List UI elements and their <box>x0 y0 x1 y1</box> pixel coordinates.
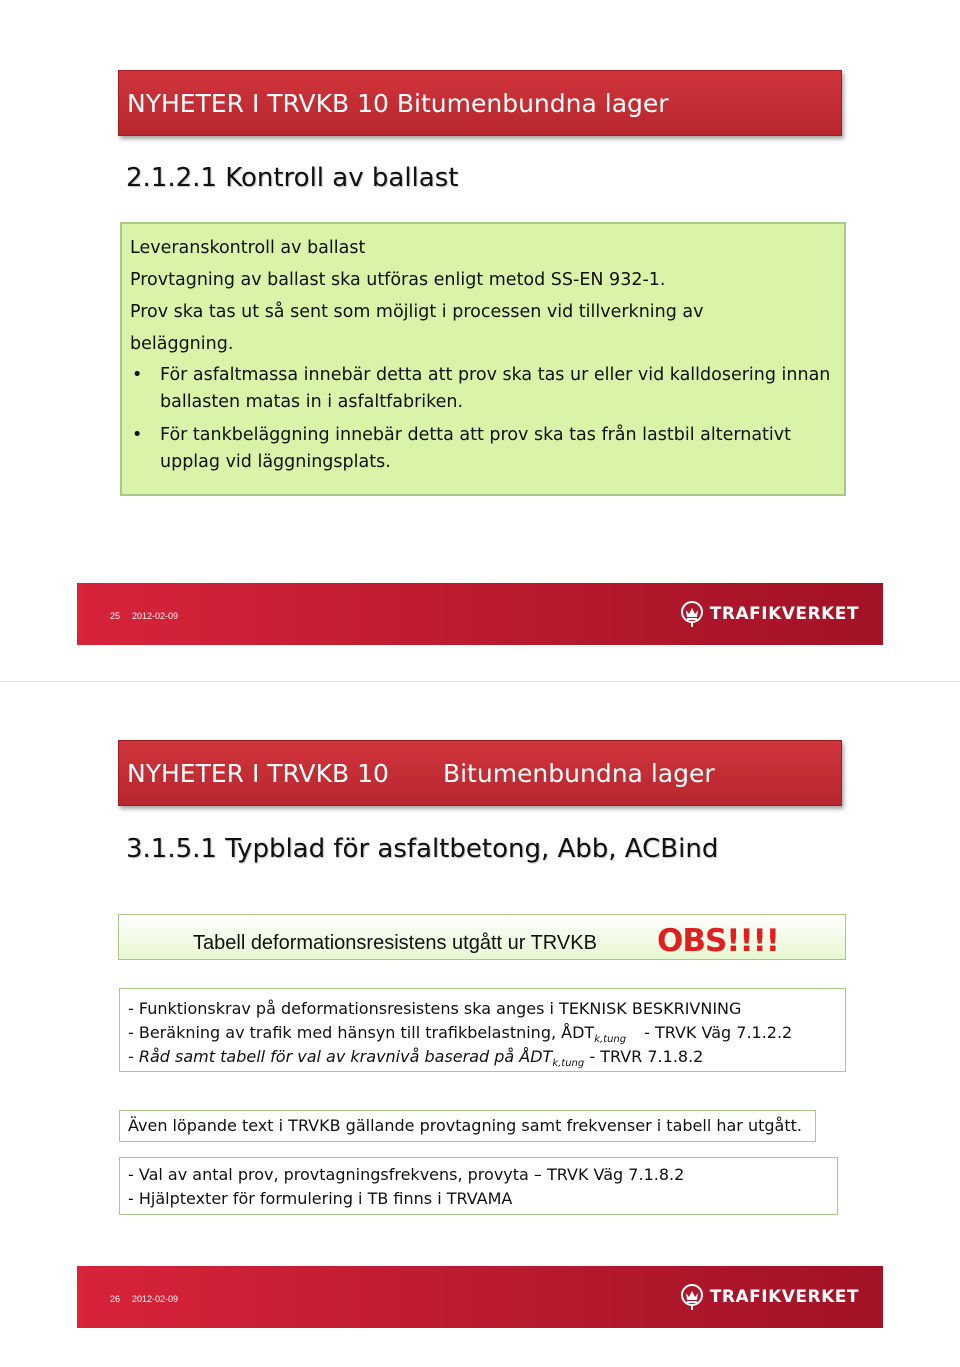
obs-mark: OBS!!!! <box>657 923 779 959</box>
req-line-3-ref: - TRVR 7.1.8.2 <box>589 1047 704 1066</box>
obs-notice-text: Tabell deformationsresistens utgått ur TRVKB <box>193 932 597 954</box>
obs-notice-box <box>118 914 846 960</box>
list-box <box>119 1157 838 1215</box>
req-line-1: - Funktionskrav på deformationsresistens ska anges i TEKNISK BESKRIVNING <box>128 999 742 1018</box>
slide-footer <box>77 1266 883 1328</box>
section-title: 3.1.5.1 Typblad för asfaltbetong, Abb, ACBind <box>126 834 719 864</box>
list-line-2: - Hjälptexter för formulering i TB finns i TRVAMA <box>128 1189 513 1208</box>
header-title-part-b: Bitumenbundna lager <box>442 758 715 788</box>
logo-text: TRAFIKVERKET <box>709 604 859 624</box>
req-line-3 <box>128 1045 845 1069</box>
box-line-3: Prov ska tas ut så sent som möjligt i processen vid tillverkning av <box>130 302 704 322</box>
crown-icon <box>680 600 704 628</box>
bullet-item <box>130 422 836 476</box>
crown-icon <box>680 1283 704 1311</box>
slide-footer <box>77 583 883 645</box>
header-title-part-a: NYHETER I TRVKB 10 <box>127 758 389 788</box>
page-number: 26 <box>110 1294 121 1304</box>
req-line-2-text: - Beräkning av trafik med hänsyn till trafikbelastning, ÅDT <box>128 1023 595 1042</box>
bullet-icon: • <box>132 425 143 445</box>
slide-header <box>118 740 842 806</box>
bullet-icon: • <box>132 365 143 385</box>
slide-25 <box>0 0 960 680</box>
header-title: NYHETER I TRVKB 10 Bitumenbundna lager <box>127 88 669 118</box>
list-line-1: - Val av antal prov, provtagningsfrekvens, provyta – TRVK Väg 7.1.8.2 <box>128 1165 685 1184</box>
requirements-box <box>119 988 846 1072</box>
req-line-2 <box>128 1021 845 1045</box>
box-line-2: Provtagning av ballast ska utföras enligt metod SS-EN 932-1. <box>130 270 666 290</box>
footer-date: 2012-02-09 <box>132 1294 179 1304</box>
logo-text: TRAFIKVERKET <box>709 1287 859 1307</box>
slide-header <box>118 70 842 136</box>
req-line-2-subscript: k,tung <box>594 1034 627 1046</box>
footer-date: 2012-02-09 <box>132 611 179 621</box>
trafikverket-logo <box>680 1281 859 1313</box>
bullet-text: För asfaltmassa innebär detta att prov ska tas ur eller vid kalldosering innan ballasten matas in i asfaltfabriken. <box>160 365 831 412</box>
box-line-1: Leveranskontroll av ballast <box>130 238 366 258</box>
content-box <box>120 222 846 496</box>
note-box <box>119 1110 816 1142</box>
bullet-list <box>130 362 836 476</box>
section-title: 2.1.2.1 Kontroll av ballast <box>126 163 459 193</box>
page-divider <box>0 681 960 682</box>
slide-26 <box>0 684 960 1367</box>
page-number: 25 <box>110 611 121 621</box>
bullet-item <box>130 362 836 416</box>
bullet-text: För tankbeläggning innebär detta att prov ska tas från lastbil alternativt upplag vid läggningsplats. <box>160 425 791 472</box>
req-line-2-ref: - TRVK Väg 7.1.2.2 <box>644 1023 793 1042</box>
note-text: Även löpande text i TRVKB gällande provtagning samt frekvenser i tabell har utgått. <box>128 1116 802 1135</box>
trafikverket-logo <box>680 598 859 630</box>
req-line-3-subscript: k,tung <box>552 1058 585 1070</box>
req-line-3-text: - Råd samt tabell för val av kravnivå baserad på ÅDT <box>128 1047 553 1066</box>
box-line-4: beläggning. <box>130 334 234 354</box>
